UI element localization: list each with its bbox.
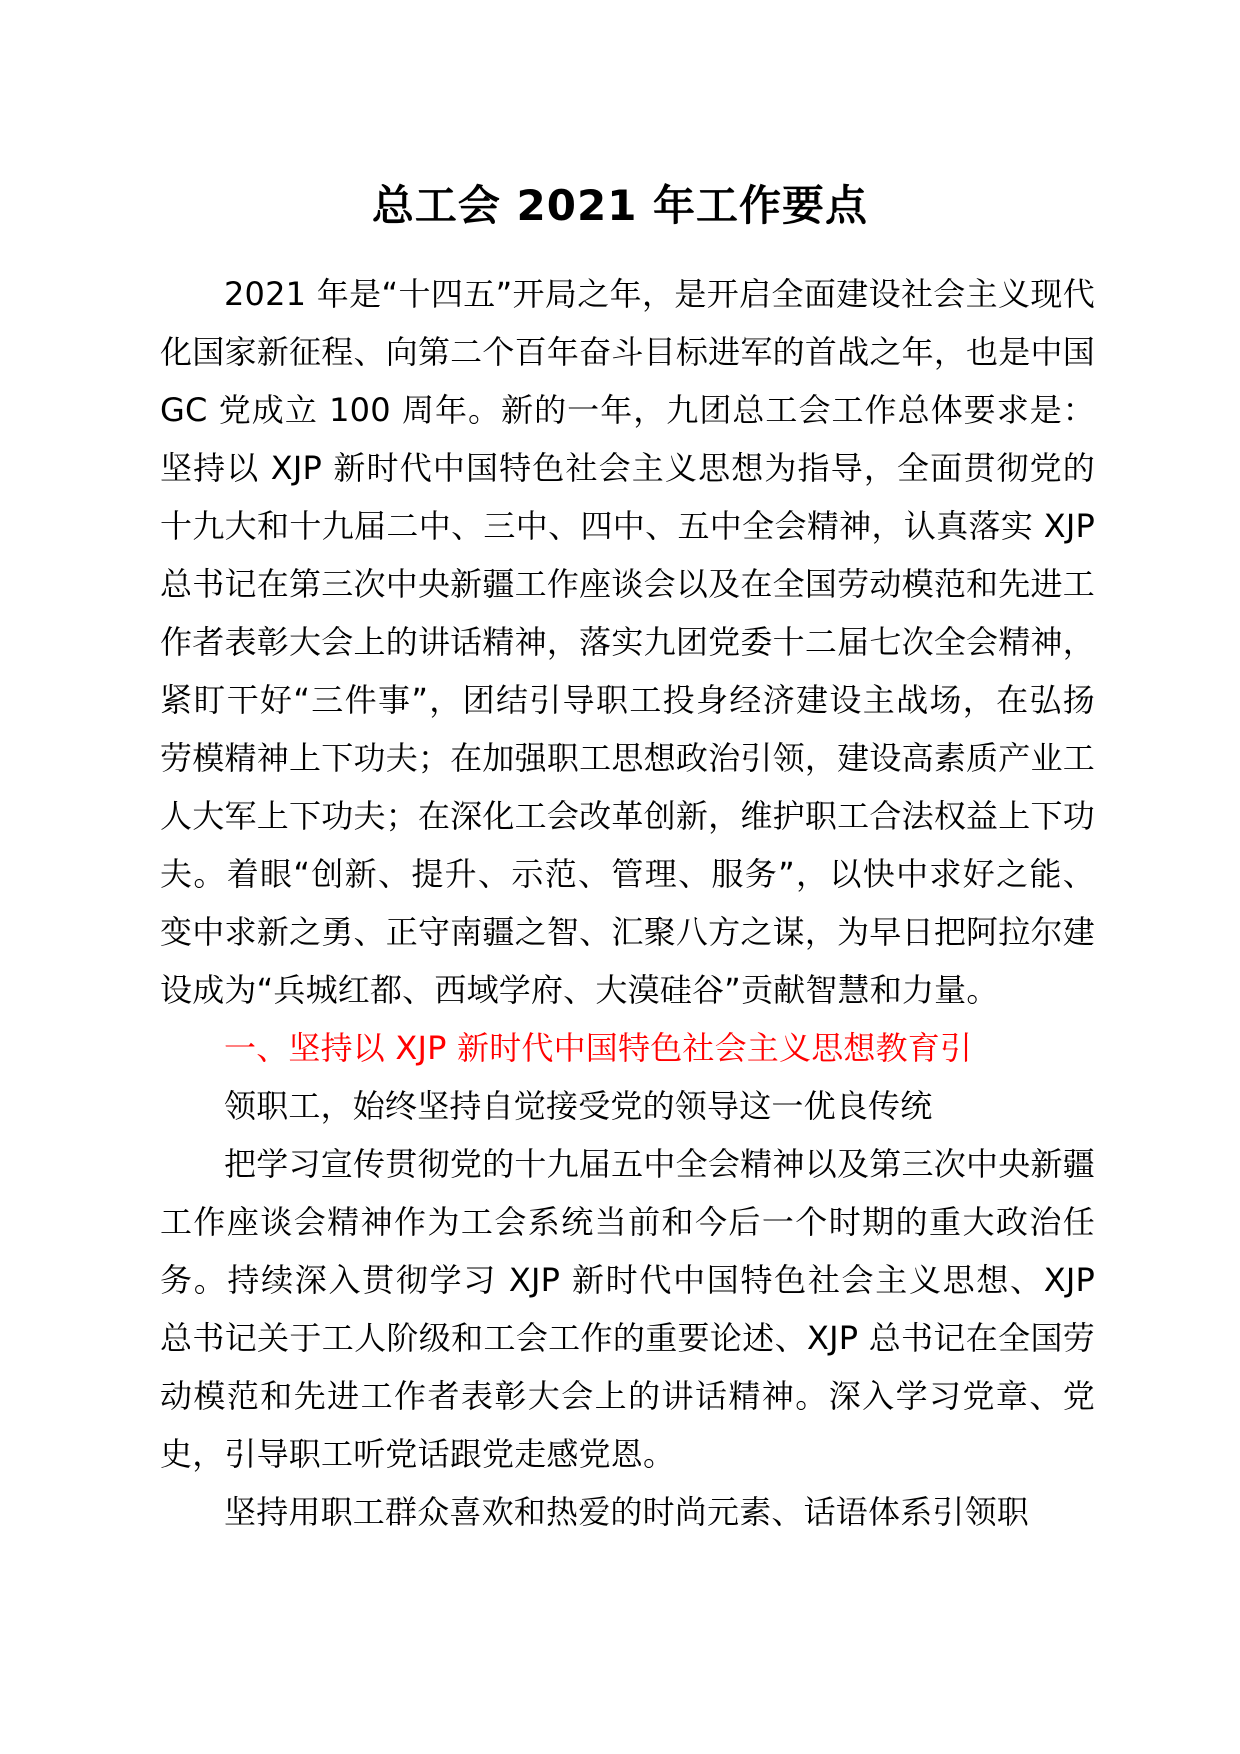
intro-paragraph: 2021 年是“十四五”开局之年，是开启全面建设社会主义现代化国家新征程、向第二个百年奋斗目标进军的首战之年，也是中国 GC 党成立 100 周年。新的一年，九团总工会工作总体要求是：坚持以 XJP 新时代中国特色社会主义思想为指导，全面贯彻党的十九大和十九届二中、三中、四中、五中全会精神，认真落实 XJP 总书记在第三次中央新疆工作座谈会以及在全国劳动模范和先进工作者表彰大会上的讲话精神，落实九团党委十二届七次全会精神，紧盯干好“三件事”，团结引导职工投身经济建设主战场，在弘扬劳模精神上下功夫；在加强职工思想政治引领，建设高素质产业工人大军上下功夫；在深化工会改革创新，维护职工合法权益上下功夫。着眼“创新、提升、示范、管理、服务”，以快中求好之能、变中求新之勇、正守南疆之智、汇聚八方之谋，为早日把阿拉尔建设成为“兵城红都、西域学府、大漠硅谷”贡献智慧和力量。: [160, 275, 1095, 1009]
section-paragraph-2: 坚持用职工群众喜欢和热爱的时尚元素、话语体系引领职: [224, 1493, 1030, 1531]
document-title: 总工会 2021 年工作要点: [371, 181, 869, 230]
section-paragraph-1: 把学习宣传贯彻党的十九届五中全会精神以及第三次中央新疆工作座谈会精神作为工会系统当前和今后一个时期的重大政治任务。持续深入贯彻学习 XJP 新时代中国特色社会主义思想、XJP 总书记关于工人阶级和工会工作的重要论述、XJP 总书记在全国劳动模范和先进工作者表彰大会上的讲话精神。深入学习党章、党史，引导职工听党话跟党走感党恩。: [160, 1145, 1095, 1473]
section-heading-continuation: 领职工，始终坚持自觉接受党的领导这一优良传统: [224, 1087, 933, 1125]
document-body: [160, 265, 1095, 1541]
section-heading: 一、坚持以 XJP 新时代中国特色社会主义思想教育引: [224, 1029, 973, 1067]
